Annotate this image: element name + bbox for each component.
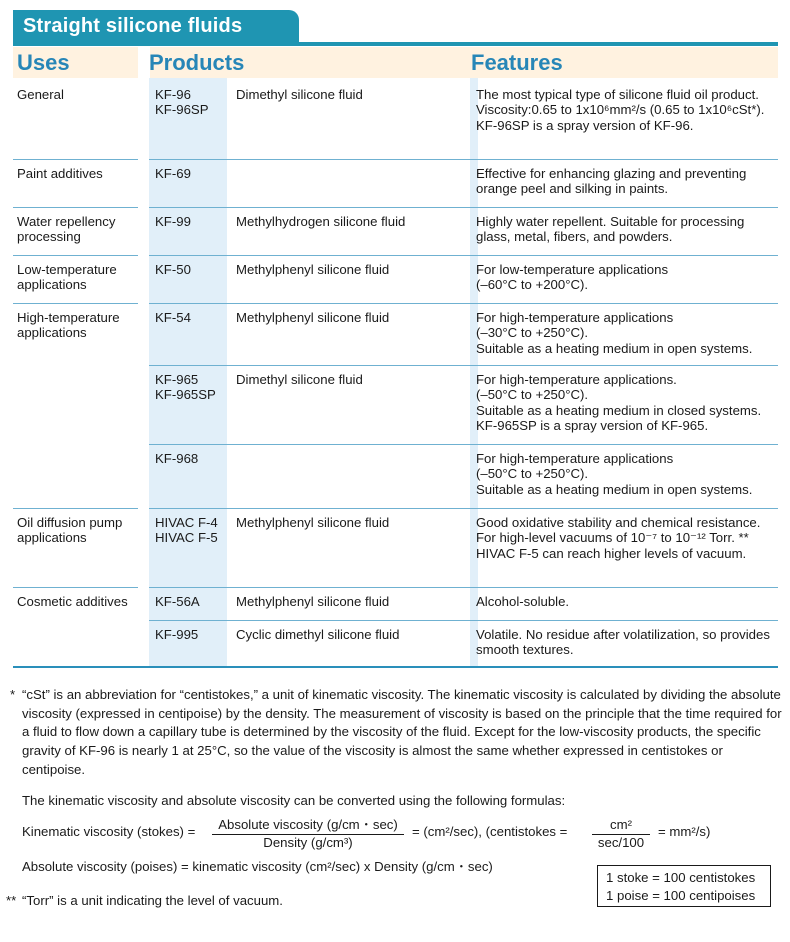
row-features [476, 515, 782, 561]
feature-line: (–30°C to +250°C). [476, 325, 589, 341]
row-use: General [17, 87, 64, 102]
feature-line: For low-temperature applications [476, 262, 669, 277]
row-divider [149, 159, 471, 160]
product-code: KF-56A [155, 594, 200, 609]
row-divider [13, 159, 138, 160]
row-divider [470, 365, 778, 366]
feature-line: Suitable as a heating medium in open systems. [476, 340, 753, 356]
row-divider [470, 444, 778, 445]
formula-1-denominator-2: sec/100 [597, 835, 645, 850]
product-code: KF-99 [155, 214, 191, 229]
row-product-type: Methylphenyl silicone fluid [236, 515, 390, 530]
row-divider [470, 587, 778, 588]
row-use: Low-temperature applications [17, 262, 117, 293]
row-product-type: Methylhydrogen silicone fluid [236, 214, 406, 229]
feature-line: Volatile. No residue after volatilization, so provides smooth textures. [476, 627, 770, 658]
header-features: Features [471, 50, 563, 75]
row-product-codes [155, 87, 230, 118]
formula-1-denominator: Density (g/cm³) [263, 835, 353, 850]
row-divider [149, 620, 471, 621]
feature-line: For high-temperature applications. [476, 372, 677, 387]
row-features [476, 310, 782, 356]
feature-line: Highly water repellent. Suitable for processing glass, metal, fibers, and powders. [476, 214, 745, 245]
row-divider [149, 303, 471, 304]
table-header [13, 47, 778, 78]
formula-intro: The kinematic viscosity and absolute viscosity can be converted using the following formulas: [22, 793, 566, 808]
row-product-type: Methylphenyl silicone fluid [236, 310, 390, 325]
row-product-codes [155, 262, 230, 277]
feature-line: (–50°C to +250°C). [476, 466, 589, 482]
header-products: Products [149, 50, 245, 75]
row-use: Oil diffusion pump applications [17, 515, 123, 546]
row-product-type: Methylphenyl silicone fluid [236, 594, 390, 609]
formula-1-lhs: Kinematic viscosity (stokes) = [22, 824, 196, 839]
row-divider [149, 508, 471, 509]
feature-line: The most typical type of silicone fluid oil product. [476, 87, 759, 102]
row-divider [149, 207, 471, 208]
footnote-torr: “Torr” is a unit indicating the level of vacuum. [22, 893, 283, 908]
row-product-codes [155, 515, 230, 546]
row-product-codes [155, 372, 230, 403]
feature-line: Suitable as a heating medium in open systems. [476, 481, 753, 497]
unit-conversion-poise: 1 poise = 100 centipoises [606, 888, 756, 903]
row-product-codes [155, 451, 230, 466]
feature-line: (–50°C to +250°C). [476, 387, 589, 403]
product-code: KF-965SP [155, 387, 216, 403]
row-product-codes [155, 594, 230, 609]
row-divider [149, 365, 471, 366]
row-use: Cosmetic additives [17, 594, 128, 609]
row-features [476, 451, 782, 497]
row-divider [470, 620, 778, 621]
product-code: KF-96 [155, 87, 191, 102]
footnote-cst-mark: * [10, 687, 16, 702]
unit-conversion-box [597, 865, 771, 907]
row-features [476, 594, 782, 609]
row-product-codes [155, 166, 230, 181]
product-code: KF-96SP [155, 102, 209, 118]
product-code: KF-69 [155, 166, 191, 181]
row-features [476, 372, 782, 434]
product-code: KF-54 [155, 310, 191, 325]
feature-line: For high-temperature applications [476, 451, 674, 466]
product-code: HIVAC F-5 [155, 530, 218, 546]
footnote-cst: “cSt” is an abbreviation for “centistokes,” a unit of kinematic viscosity. The kinematic viscosity is calculated by dividing the absolute viscosity (expressed in centipoise) by the density. The measurement of viscosity is based on the principle that the time required for a fluid to flow down a capillary tube is determined by the viscosity of the fluid. Except for the low-viscosity products, the specific gravity of KF-96 is nearly 1 at 25°C, so the value of the viscosity is almost the same whether expressed in centistokes or centipoise. [22, 687, 782, 777]
product-code: KF-995 [155, 627, 199, 642]
feature-line: For high-temperature applications [476, 310, 674, 325]
product-code: KF-965 [155, 372, 199, 387]
section-title-rule [13, 42, 778, 46]
row-features [476, 87, 782, 133]
row-features [476, 262, 782, 293]
row-divider [470, 508, 778, 509]
product-code: KF-50 [155, 262, 191, 277]
row-features [476, 166, 782, 197]
row-product-type: Dimethyl silicone fluid [236, 372, 363, 387]
row-divider [470, 303, 778, 304]
row-product-codes [155, 214, 230, 229]
row-use: Water repellency processing [17, 214, 116, 245]
unit-conversion-stoke: 1 stoke = 100 centistokes [606, 870, 756, 885]
row-product-codes [155, 310, 230, 325]
row-product-type: Cyclic dimethyl silicone fluid [236, 627, 400, 642]
row-features [476, 627, 782, 658]
formula-2: Absolute viscosity (poises) = kinematic viscosity (cm²/sec) x Density (g/cm・sec) [22, 859, 493, 874]
feature-line: Good oxidative stability and chemical resistance. For high-level vacuums of 10⁻⁷ to 10⁻¹² Torr. ** HIVAC F-5 can reach higher levels of vacuum. [476, 515, 761, 561]
row-divider [149, 587, 471, 588]
header-uses: Uses [17, 50, 70, 75]
feature-line: Viscosity:0.65 to 1x10⁶mm²/s (0.65 to 1x10⁶cSt*). [476, 102, 765, 118]
row-divider [13, 255, 138, 256]
feature-line: (–60°C to +200°C). [476, 277, 589, 293]
row-divider [470, 159, 778, 160]
product-code: KF-968 [155, 451, 199, 466]
feature-line: Alcohol-soluble. [476, 594, 570, 609]
row-use: High-temperature applications [17, 310, 120, 341]
row-divider [149, 444, 471, 445]
row-divider [13, 207, 138, 208]
row-features [476, 214, 782, 245]
product-code: HIVAC F-4 [155, 515, 218, 530]
row-divider [149, 255, 471, 256]
formula-1-middle: = (cm²/sec), (centistokes = [412, 824, 568, 839]
row-product-type: Dimethyl silicone fluid [236, 87, 363, 102]
row-divider [13, 303, 138, 304]
formula-1-numerator-2: cm² [610, 817, 632, 832]
table-bottom-rule [13, 666, 778, 668]
row-use: Paint additives [17, 166, 103, 181]
row-divider [13, 587, 138, 588]
row-divider [13, 508, 138, 509]
feature-line: Effective for enhancing glazing and preventing orange peel and silking in paints. [476, 166, 747, 197]
row-divider [470, 255, 778, 256]
section-title: Straight silicone fluids [13, 10, 299, 43]
feature-line: Suitable as a heating medium in closed systems. [476, 402, 762, 418]
row-product-codes [155, 627, 230, 642]
feature-line: KF-965SP is a spray version of KF-965. [476, 418, 709, 434]
row-divider [470, 207, 778, 208]
footnote-torr-mark: ** [6, 893, 17, 908]
formula-1-numerator: Absolute viscosity (g/cm・sec) [218, 817, 398, 832]
feature-line: KF-96SP is a spray version of KF-96. [476, 117, 694, 133]
formula-1-end: = mm²/s) [658, 824, 711, 839]
row-product-type: Methylphenyl silicone fluid [236, 262, 390, 277]
